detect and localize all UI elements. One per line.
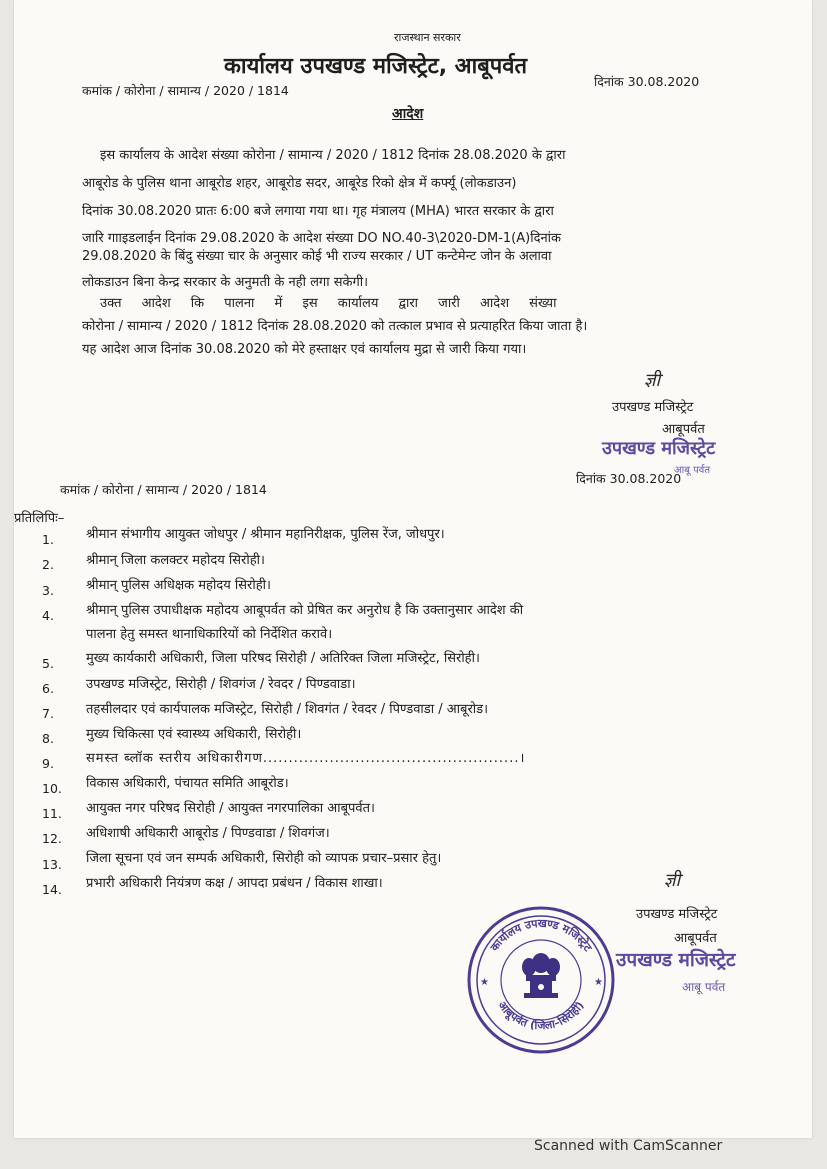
list-number: 4. xyxy=(42,608,54,623)
list-number: 2. xyxy=(42,557,54,572)
body-line: 29.08.2020 के बिंदु संख्या चार के अनुसार कोई भी राज्य सरकार / UT कन्टेमेन्ट जोन के अलावा xyxy=(82,249,552,264)
order-date: दिनांक 30.08.2020 xyxy=(594,74,700,89)
body-line: जारि गााइडलाईन दिनांक 29.08.2020 के आदेश संख्या DO NO.40-3\2020-DM-1(A)दिनांक xyxy=(82,231,562,246)
list-item: मुख्य कार्यकारी अधिकारी, जिला परिषद सिरोही / अतिरिक्त जिला मजिस्ट्रेट, सिरोही। xyxy=(86,651,480,666)
list-item-continuation: पालना हेतु समस्त थानाधिकारियों को निर्देशित करावे। xyxy=(86,627,333,642)
list-item: आयुक्त नगर परिषद सिरोही / आयुक्त नगरपालिका आबूपर्वत। xyxy=(86,801,375,816)
list-item: उपखण्ड मजिस्ट्रेट, सिरोही / शिवगंज / रेवदर / पिण्डवाडा। xyxy=(86,677,356,692)
list-item: मुख्य चिकित्सा एवं स्वास्थ्य अधिकारी, सिरोही। xyxy=(86,727,302,742)
body-line: उक्त आदेश कि पालना में इस कार्यालय द्वारा जारी आदेश संख्या xyxy=(100,296,557,311)
list-item: श्रीमान् पुलिस उपाधीक्षक महोदय आबूपर्वत को प्रेषित कर अनुरोध है कि उक्तानुसार आदेश की xyxy=(86,603,524,618)
signature-scribble: ज्ञी xyxy=(644,370,661,391)
list-item: जिला सूचना एवं जन सम्पर्क अधिकारी, सिरोही को व्यापक प्रचार–प्रसार हेतु। xyxy=(86,851,442,866)
list-item: श्रीमान संभागीय आयुक्त जोधपुर / श्रीमान महानिरीक्षक, पुलिस रेंज, जोधपुर। xyxy=(86,527,445,542)
list-item: अधिशाषी अधिकारी आबूरोड / पिण्डवाडा / शिवगंज। xyxy=(86,826,330,841)
signature-place: आबूपर्वत xyxy=(662,422,705,437)
svg-text:★: ★ xyxy=(594,977,603,988)
magistrate-stamp: उपखण्ड मजिस्ट्रेट xyxy=(602,438,716,459)
body-line: इस कार्यालय के आदेश संख्या कोरोना / सामान्य / 2020 / 1812 दिनांक 28.08.2020 के द्वारा xyxy=(100,148,566,163)
list-item: विकास अधिकारी, पंचायत समिति आबूरोड। xyxy=(86,776,289,791)
seal-bottom-text: आबूपर्वत (जिला–सिरोही) xyxy=(495,998,587,1033)
list-number: 3. xyxy=(42,583,54,598)
body-line: लोकडाउन बिना केन्द्र सरकार के अनुमती के नही लगा सकेगी। xyxy=(82,275,369,290)
cc-reference: कमांक / कोरोना / सामान्य / 2020 / 1814 xyxy=(60,482,267,497)
list-item: प्रभारी अधिकारी नियंत्रण कक्ष / आपदा प्रबंधन / विकास शाखा। xyxy=(86,876,383,891)
order-title: आदेश xyxy=(392,106,424,122)
svg-text:★: ★ xyxy=(480,977,489,988)
body-line: आबूरोड के पुलिस थाना आबूरोड शहर, आबूरोड सदर, आबूरेड रिको क्षेत्र में कर्फ्यू (लोकडाउन) xyxy=(82,176,517,191)
govt-label: राजस्थान सरकार xyxy=(394,31,461,44)
magistrate-stamp: उपखण्ड मजिस्ट्रेट xyxy=(616,949,736,971)
list-item: श्रीमान् जिला कलक्टर महोदय सिरोही। xyxy=(86,553,265,568)
list-number: 10. xyxy=(42,781,62,796)
office-seal-icon xyxy=(466,905,616,1055)
list-number: 12. xyxy=(42,831,62,846)
list-number: 13. xyxy=(42,857,62,872)
svg-text:कार्यालय उपखण्ड मजिस्ट्रेट xyxy=(487,917,594,955)
svg-text:आबूपर्वत (जिला–सिरोही) xyxy=(495,999,586,1033)
document-page xyxy=(14,0,812,1138)
list-item: समस्त ब्लॉक स्तरीय अधिकारीगण..................................................। xyxy=(86,751,526,766)
list-number: 9. xyxy=(42,756,54,771)
office-title: कार्यालय उपखण्ड मजिस्ट्रेट, आबूपर्वत xyxy=(224,54,528,79)
cc-date: दिनांक 30.08.2020 xyxy=(576,471,682,486)
list-number: 8. xyxy=(42,731,54,746)
list-number: 7. xyxy=(42,706,54,721)
scanner-watermark: Scanned with CamScanner xyxy=(534,1138,723,1154)
body-line: दिनांक 30.08.2020 प्रातः 6:00 बजे लगाया गया था। गृह मंत्रालय (MHA) भारत सरकार के द्वारा xyxy=(82,204,554,219)
list-item: श्रीमान् पुलिस अधिक्षक महोदय सिरोही। xyxy=(86,578,271,593)
cc-heading: प्रतिलिपिः– xyxy=(14,511,65,526)
list-number: 6. xyxy=(42,681,54,696)
list-number: 5. xyxy=(42,656,54,671)
body-line: कोरोना / सामान्य / 2020 / 1812 दिनांक 28.08.2020 को तत्काल प्रभाव से प्रत्याहरित किया जाता है। xyxy=(82,319,588,334)
place-stamp: आबू पर्वत xyxy=(674,465,711,476)
seal-top-text: कार्यालय उपखण्ड मजिस्ट्रेट xyxy=(487,916,595,954)
order-reference: कमांक / कोरोना / सामान्य / 2020 / 1814 xyxy=(82,83,289,98)
list-number: 14. xyxy=(42,882,62,897)
signature-scribble: ज्ञी xyxy=(664,870,681,891)
place-stamp: आबू पर्वत xyxy=(682,980,726,994)
list-number: 1. xyxy=(42,532,54,547)
signature-designation: उपखण्ड मजिस्ट्रेट xyxy=(612,400,694,415)
list-number: 11. xyxy=(42,806,62,821)
body-line: यह आदेश आज दिनांक 30.08.2020 को मेरे हस्ताक्षर एवं कार्यालय मुद्रा से जारी किया गया। xyxy=(82,342,527,357)
list-item: तहसीलदार एवं कार्यपालक मजिस्ट्रेट, सिरोही / शिवगंत / रेवदर / पिण्डवाडा / आबूरोड। xyxy=(86,702,489,717)
signature-designation: उपखण्ड मजिस्ट्रेट xyxy=(636,907,718,922)
signature-place: आबूपर्वत xyxy=(674,931,717,946)
